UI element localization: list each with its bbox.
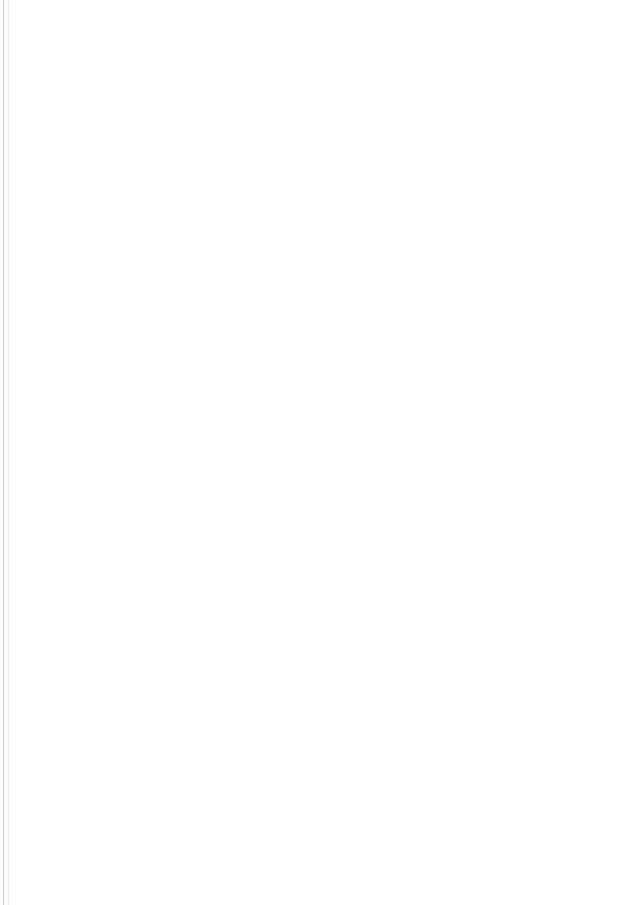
scan-edge-line bbox=[3, 0, 4, 905]
scan-edge-line-faint bbox=[8, 0, 9, 905]
